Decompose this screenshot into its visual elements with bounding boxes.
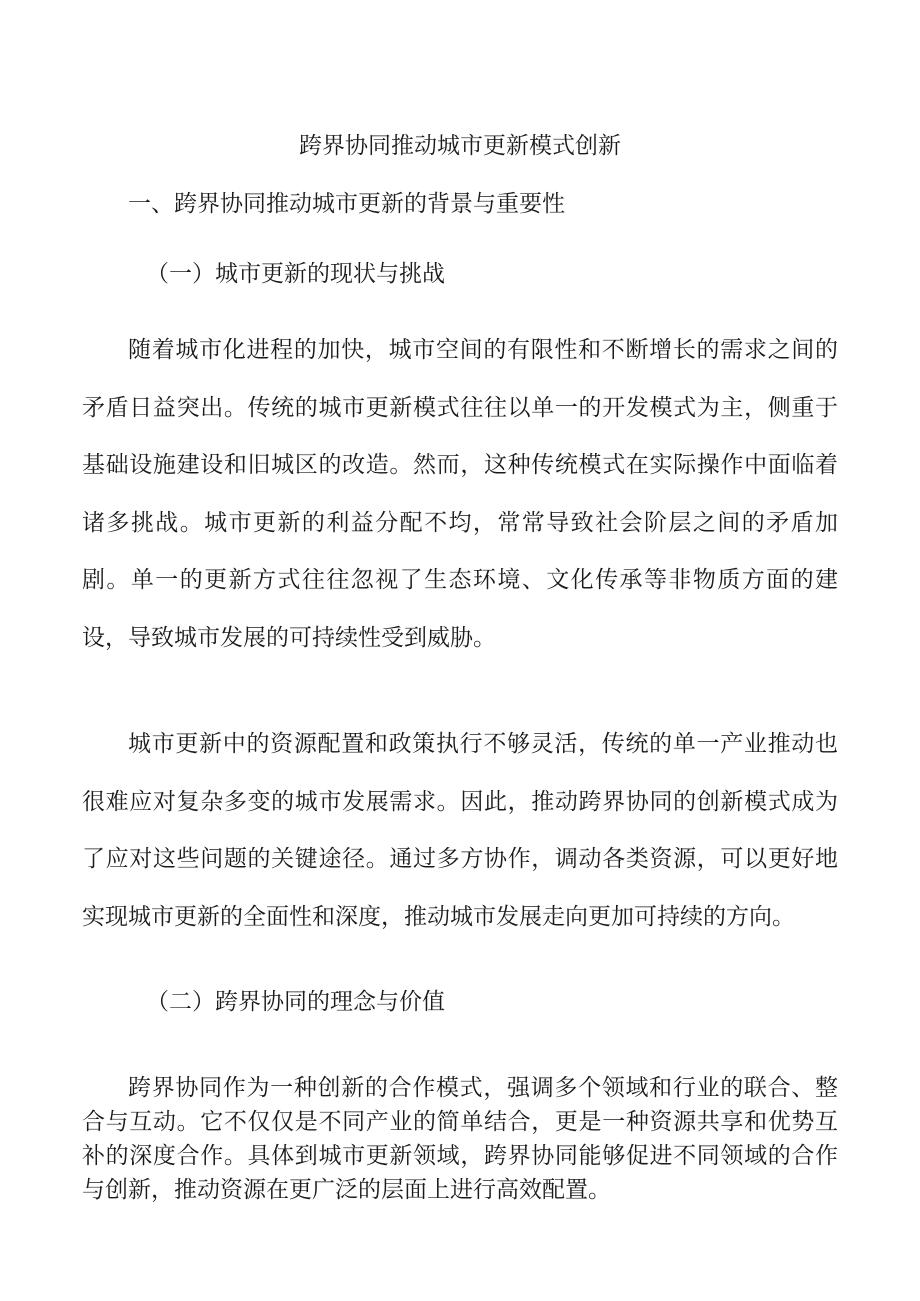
paragraph-1: 随着城市化进程的加快，城市空间的有限性和不断增长的需求之间的矛盾日益突出。传统的城市更新模式往往以单一的开发模式为主，侧重于基础设施建设和旧城区的改造。然而，这种传统模式在实际操作中面临着诸多挑战。城市更新的利益分配不均，常常导致社会阶层之间的矛盾加剧。单一的更新方式往往忽视了生态环境、文化传承等非物质方面的建设，导致城市发展的可持续性受到威胁。 [82,337,838,651]
paragraph-3: 跨界协同作为一种创新的合作模式，强调多个领域和行业的联合、整合与互动。它不仅仅是不同产业的简单结合，更是一种资源共享和优势互补的深度合作。具体到城市更新领域，跨界协同能够促进不同领域的合作与创新，推动资源在更广泛的层面上进行高效配置。 [82,1075,838,1203]
paragraph-2: 城市更新中的资源配置和政策执行不够灵活，传统的单一产业推动也很难应对复杂多变的城市发展需求。因此，推动跨界协同的创新模式成为了应对这些问题的关键途径。通过多方协作，调动各类资源，可以更好地实现城市更新的全面性和深度，推动城市发展走向更加可持续的方向。 [82,731,838,930]
document-title: 跨界协同推动城市更新模式创新 [299,133,621,159]
section-1-heading: 一、跨界协同推动城市更新的背景与重要性 [128,191,565,217]
subsection-1-heading: （一）城市更新的现状与挑战 [146,261,445,287]
subsection-2-heading: （二）跨界协同的理念与价值 [146,989,445,1015]
